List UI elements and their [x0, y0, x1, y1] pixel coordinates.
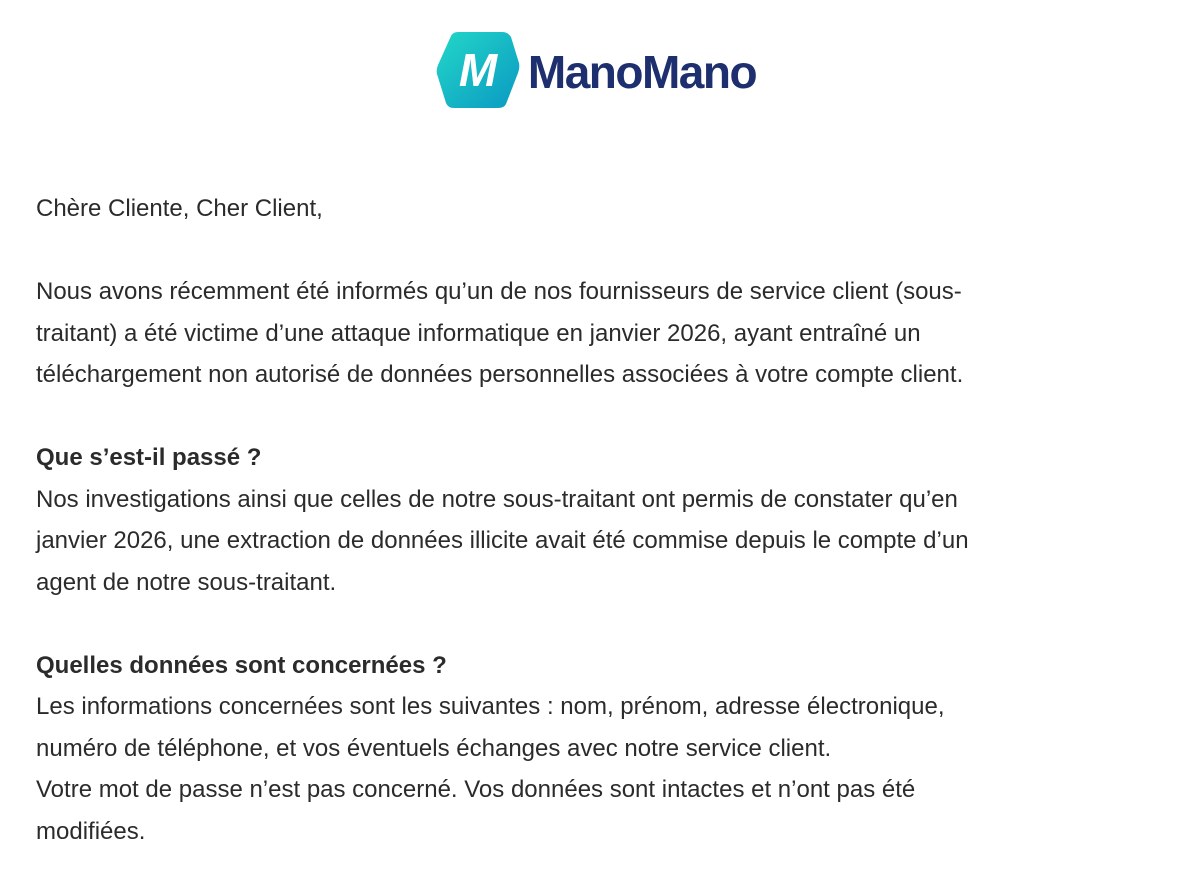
logo-wordmark: ManoMano — [527, 46, 757, 98]
section-what-happened — [36, 437, 1166, 603]
intro-line: Nous avons récemment été informés qu’un de nos fournisseurs de service client (sous- — [36, 278, 962, 305]
section-line: agent de notre sous-traitant. — [36, 568, 337, 596]
manomano-logo-icon — [436, 30, 520, 110]
intro-line: téléchargement non autorisé de données personnelles associées à votre compte client. — [36, 361, 964, 388]
section-line: Les informations concernées sont les suivantes : nom, prénom, adresse électronique, — [36, 693, 945, 720]
section-data-concerned — [36, 645, 1166, 853]
intro-line: traitant) a été victime d’une attaque informatique en janvier 2026, ayant entraîné un — [36, 319, 921, 347]
spacer — [36, 230, 1166, 272]
section-heading: Que s’est-il passé ? — [36, 444, 262, 471]
section-line: janvier 2026, une extraction de données illicite avait été commise depuis le compte d’un — [36, 527, 969, 554]
logo-header — [0, 30, 1192, 110]
greeting: Chère Cliente, Cher Client, — [36, 195, 323, 222]
section-line: numéro de téléphone, et vos éventuels échanges avec notre service client. — [36, 734, 832, 762]
intro-paragraph — [36, 271, 1166, 396]
spacer — [36, 396, 1166, 438]
manomano-logo[interactable] — [436, 30, 756, 110]
spacer — [36, 603, 1166, 645]
section-line: Votre mot de passe n’est pas concerné. Vos données sont intactes et n’ont pas été — [36, 776, 916, 803]
section-line: modifiées. — [36, 817, 146, 845]
email-body — [36, 188, 1166, 852]
section-heading: Quelles données sont concernées ? — [36, 651, 447, 679]
logo-letter: M — [458, 44, 498, 96]
section-line: Nos investigations ainsi que celles de notre sous-traitant ont permis de constater qu’en — [36, 485, 958, 513]
